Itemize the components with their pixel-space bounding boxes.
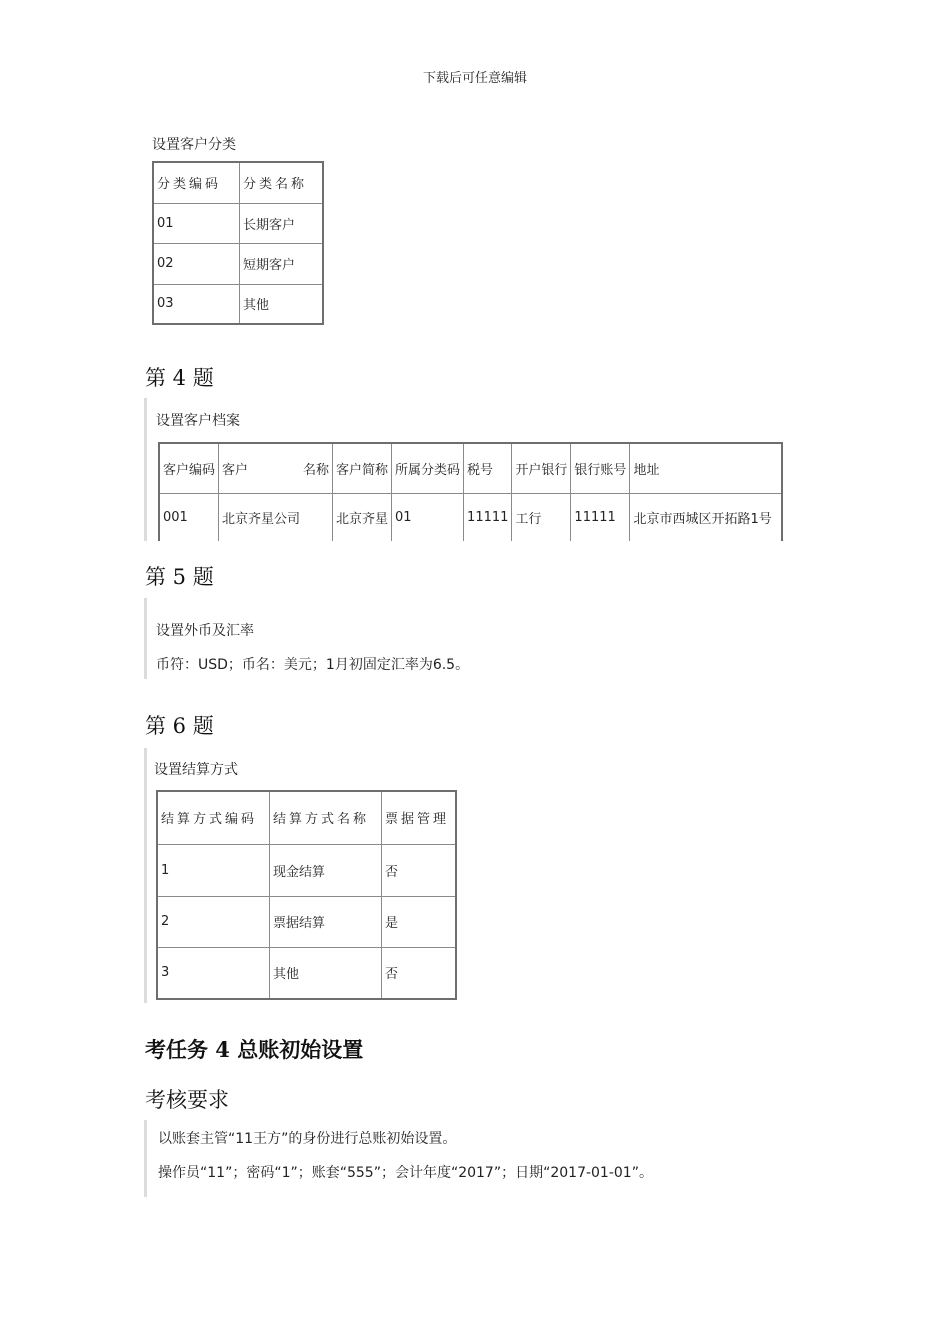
column-header: 地址 [630, 443, 782, 493]
table-row [157, 947, 456, 999]
table-header-row [157, 791, 456, 844]
customer-class-caption: 设置客户分类 [152, 137, 236, 153]
table-cell: 北京市西城区开拓路1号 [630, 493, 782, 541]
column-header: 所属分类码 [392, 443, 464, 493]
q4-panel [144, 398, 787, 541]
table-cell: 长期客户 [240, 203, 324, 243]
column-header: 税号 [464, 443, 512, 493]
column-header: 分类名称 [240, 162, 324, 203]
table-row [159, 493, 782, 541]
q5-panel [144, 598, 647, 679]
table-row [153, 243, 323, 284]
table-cell: 北京齐星 [333, 493, 392, 541]
task4-subtitle: 考核要求 [145, 1088, 229, 1112]
table-cell: 11111 [464, 493, 512, 541]
q6-panel [144, 748, 467, 1003]
task4-line1: 以账套主管“11王方”的身份进行总账初始设置。 [158, 1131, 457, 1147]
table-cell: 其他 [240, 284, 324, 324]
table-cell: 现金结算 [270, 844, 382, 896]
task4-title: 考任务 4 总账初始设置 [145, 1037, 364, 1062]
column-header: 分类编码 [153, 162, 240, 203]
table-cell: 001 [159, 493, 219, 541]
customer-file-caption: 设置客户档案 [156, 413, 240, 429]
table-cell: 1 [157, 844, 270, 896]
table-cell: 否 [382, 947, 457, 999]
q6-heading: 第 6 题 [145, 714, 214, 738]
column-header: 银行账号 [571, 443, 630, 493]
table-cell: 11111 [571, 493, 630, 541]
table-cell: 02 [153, 243, 240, 284]
column-header: 客户编码 [159, 443, 219, 493]
customer-file-table [158, 442, 783, 541]
settlement-caption: 设置结算方式 [154, 762, 238, 778]
q4-heading: 第 4 题 [145, 366, 214, 390]
table-cell: 是 [382, 896, 457, 947]
column-header: 开户银行 [512, 443, 571, 493]
column-header: 结算方式名称 [270, 791, 382, 844]
customer-class-table [152, 161, 324, 325]
page-header: 下载后可任意编辑 [422, 71, 527, 86]
table-header-row [159, 443, 782, 493]
currency-caption: 设置外币及汇率 [156, 623, 254, 639]
table-cell: 01 [153, 203, 240, 243]
column-header-part: 客户 [222, 462, 249, 478]
q5-heading: 第 5 题 [145, 565, 214, 589]
table-cell: 2 [157, 896, 270, 947]
column-header [219, 443, 333, 493]
table-cell: 其他 [270, 947, 382, 999]
table-cell: 3 [157, 947, 270, 999]
settlement-table [156, 790, 457, 1000]
table-row [153, 203, 323, 243]
table-cell: 工行 [512, 493, 571, 541]
currency-text: 币符：USD；币名：美元；1月初固定汇率为6.5。 [156, 657, 470, 673]
table-cell: 01 [392, 493, 464, 541]
task4-line2: 操作员“11”；密码“1”；账套“555”；会计年度“2017”；日期“2017-01-01”。 [158, 1165, 653, 1181]
table-header-row [153, 162, 323, 203]
table-cell: 北京齐星公司 [219, 493, 333, 541]
table-cell: 03 [153, 284, 240, 324]
task4-panel [144, 1120, 767, 1197]
table-row [157, 844, 456, 896]
column-header: 票据管理 [382, 791, 457, 844]
column-header: 结算方式编码 [157, 791, 270, 844]
table-row [157, 896, 456, 947]
table-cell: 票据结算 [270, 896, 382, 947]
table-cell: 短期客户 [240, 243, 324, 284]
table-row [153, 284, 323, 324]
column-header: 客户简称 [333, 443, 392, 493]
table-cell: 否 [382, 844, 457, 896]
column-header-part: 名称 [303, 462, 330, 478]
